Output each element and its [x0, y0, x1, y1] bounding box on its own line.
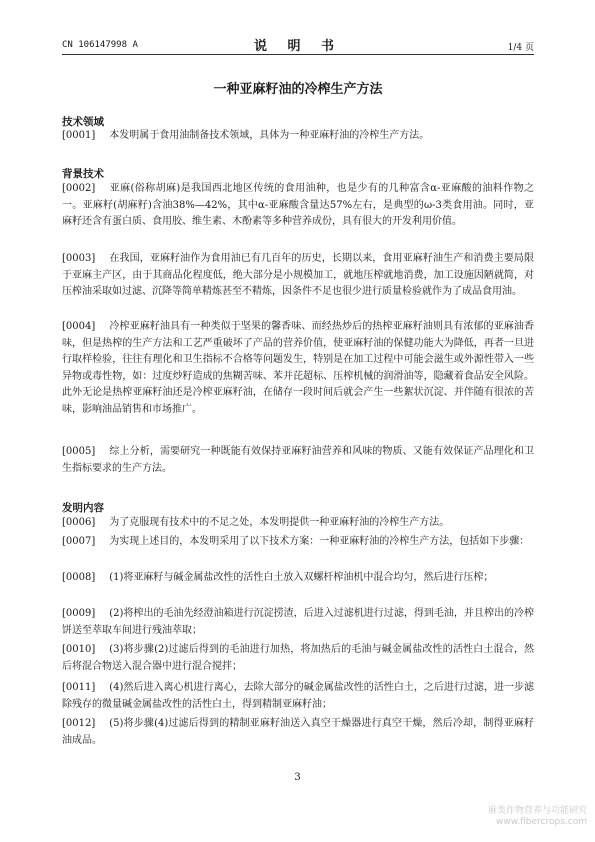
paragraph-number: [0012]	[62, 718, 96, 729]
section-heading-tech-field: 技术领域	[62, 116, 104, 128]
watermark-line-1: 麻类作物营养与功能研究	[487, 806, 587, 816]
paragraph-text: (5)将步骤(4)过滤后得到的精制亚麻籽油送入真空干燥器进行真空干燥，然后冷却，制得亚麻籽油成品。	[62, 718, 534, 746]
paragraph-text: 本发明属于食用油制备技术领域，具体为一种亚麻籽油的冷榨生产方法。	[109, 130, 430, 141]
section-heading-content: 发明内容	[62, 502, 104, 514]
paragraph-0005	[62, 444, 534, 477]
paragraph-0009	[62, 606, 534, 639]
page-number: 3	[294, 772, 301, 783]
watermark-line-2: www.fibercrops.com	[496, 817, 587, 827]
paragraph-0001	[62, 128, 534, 145]
paragraph-text: (2)将榨出的毛油先经澄油箱进行沉淀捞渣，后进入过滤机进行过滤，得到毛油，并且榨出的冷榨饼送至萃取车间进行残油萃取；	[62, 608, 534, 636]
paragraph-number: [0001]	[62, 130, 96, 141]
section-heading-background: 背景技术	[62, 168, 104, 180]
paragraph-0004	[62, 319, 534, 418]
paragraph-0003	[62, 251, 534, 301]
paragraph-text: (3)将步骤(2)过滤后得到的毛油进行加热，将加热后的毛油与碱金属盐改性的活性白土混合，然后将混合物送入混合器中进行混合搅拌；	[62, 644, 534, 672]
paragraph-0011	[62, 680, 534, 713]
page-info: 1/4 页	[507, 43, 534, 53]
paragraph-text: 亚麻(俗称胡麻)是我国西北地区传统的食用油种，也是少有的几种富含α-亚麻酸的油料作物之一。亚麻籽(胡麻籽)含油38%—42%，其中α-亚麻酸含量达57%左右，是典型的ω-3类食用油。同时，亚麻籽还含有蛋白质、食用胶、维生素、木酚素等多种营养成份，具有很大的开发利用价值。	[62, 183, 534, 227]
paragraph-text: 为实现上述目的，本发明采用了以下技术方案：一种亚麻籽油的冷榨生产方法，包括如下步骤：	[109, 536, 530, 547]
page-header	[62, 34, 534, 55]
paragraph-number: [0002]	[62, 183, 96, 194]
paragraph-text: (1)将亚麻籽与碱金属盐改性的活性白土放入双螺杆榨油机中混合均匀，然后进行压榨；	[109, 572, 494, 583]
paragraph-number: [0008]	[62, 572, 96, 583]
paragraph-0012	[62, 716, 534, 749]
paragraph-0007	[62, 534, 534, 551]
paragraph-0010	[62, 642, 534, 675]
paragraph-number: [0003]	[62, 253, 96, 264]
paragraph-text: (4)然后进入离心机进行离心，去除大部分的碱金属盐改性的活性白土，之后进行过滤，进一步滤除残存的微量碱金属盐改性的活性白土，得到精制亚麻籽油；	[62, 682, 534, 710]
paragraph-number: [0004]	[62, 321, 96, 332]
paragraph-number: [0006]	[62, 517, 96, 528]
document-type-title: 说 明 书	[253, 39, 343, 54]
paragraph-number: [0005]	[62, 446, 96, 457]
paragraph-0002	[62, 181, 534, 231]
paragraph-0006	[62, 515, 534, 532]
paragraph-number: [0011]	[62, 682, 96, 693]
invention-title: 一种亚麻籽油的冷榨生产方法	[213, 82, 383, 97]
paragraph-text: 冷榨亚麻籽油具有一种类似于坚果的馨香味、而经热炒后的热榨亚麻籽油则具有浓郁的亚麻油香味，但是热榨的生产方法和工艺严重破坏了产品的营养价值，使亚麻籽油的保健功能大为降低，再者一旦进行取样检验，往往有理化和卫生指标不合格等问题发生，特别是在加工过程中可能会滋生或外源性带入一些异物或毒性物，如：过度炒籽造成的焦糊苦味、苯并芘超标、压榨机械的润滑油等，隐藏着食品安全风险。此外无论是热榨亚麻籽油还是冷榨亚麻籽油，在储存一段时间后就会产生一些絮状沉淀、并伴随有很浓的苦味，影响油品销售和市场推广。	[62, 321, 534, 415]
paragraph-text: 在我国，亚麻籽油作为食用油已有几百年的历史，长期以来，食用亚麻籽油生产和消费主要局限于亚麻主产区，由于其商品化程度低，绝大部分是小规模加工，就地压榨就地消费，加工设施因陋就简，对压榨油采取如过滤、沉降等简单精炼甚至不精炼，因条件不足也很少进行质量检验就作为了成品食用油。	[62, 253, 534, 297]
publication-number: CN 106147998 A	[62, 40, 138, 50]
paragraph-0008	[62, 570, 534, 587]
paragraph-number: [0009]	[62, 608, 96, 619]
paragraph-text: 为了克服现有技术中的不足之处，本发明提供一种亚麻籽油的冷榨生产方法。	[109, 517, 450, 528]
paragraph-number: [0007]	[62, 536, 96, 547]
paragraph-text: 综上分析，需要研究一种既能有效保持亚麻籽油营养和风味的物质、又能有效保证产品理化和卫生指标要求的生产方法。	[62, 446, 534, 474]
watermark	[457, 806, 587, 828]
paragraph-number: [0010]	[62, 644, 96, 655]
